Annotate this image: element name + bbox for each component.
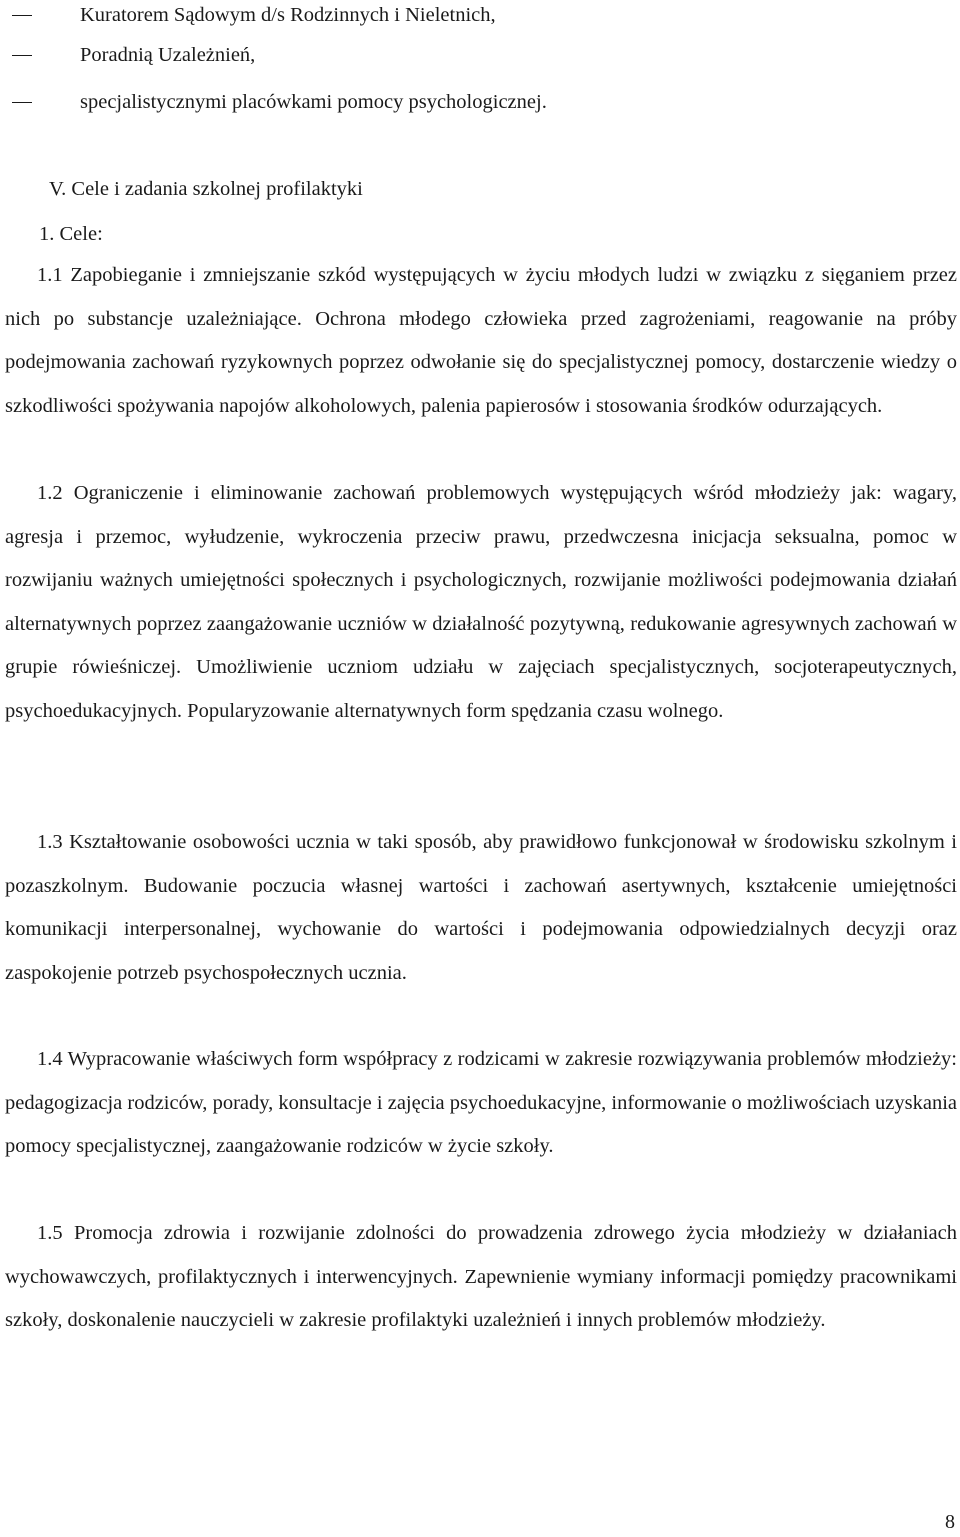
paragraph-text: 1.5 Promocja zdrowia i rozwijanie zdolności do prowadzenia zdrowego życia młodzieży w działaniach wychowawczych, profilaktycznych i interwencyjnych. Zapewnienie wymiany informacji pomiędzy pracownikami szkoły, doskonalenie nauczycieli w zakresie profilaktyki uzależnień i innych problemów młodzieży.	[5, 1222, 957, 1332]
paragraph-text: 1.1 Zapobieganie i zmniejszanie szkód występujących w życiu młodych ludzi w związku z sięganiem przez nich po substancje uzależniające. Ochrona młodego człowieka przed zagrożeniami, reagowanie na próby podejmowania zachowań ryzykownych poprzez odwołanie się do specjalistycznej pomocy, dostarczenie wiedzy o szkodliwości spożywania napojów alkoholowych, palenia papierosów i stosowania środków odurzających.	[5, 264, 957, 417]
dash-bullet	[12, 55, 32, 56]
section-subheading: 1. Cele:	[39, 223, 103, 245]
paragraph-text: 1.2 Ograniczenie i eliminowanie zachowań problemowych występujących wśród młodzieży jak: wagary, agresja i przemoc, wyłudzenie, wykroczenia przeciw prawu, przedwczesna inicjacja seksualna, pomoc w rozwijaniu ważnych umiejętności społecznych i psychologicznych, rozwijanie możliwości podejmowania działań alternatywnych poprzez zaangażowanie uczniów w działalność pozytywną, redukowanie agresywnych zachowań w grupie rówieśniczej. Umożliwienie uczniom udziału w zajęciach specjalistycznych, socjoterapeutycznych, psychoedukacyjnych. Popularyzowanie alternatywnych form spędzania czasu wolnego.	[5, 482, 957, 722]
paragraph-1-3	[5, 821, 957, 995]
dash-bullet	[12, 102, 32, 103]
paragraph-1-1	[5, 254, 957, 428]
paragraph-1-2	[5, 472, 957, 734]
dash-bullet	[12, 15, 32, 16]
paragraph-1-4	[5, 1038, 957, 1169]
list-item-text: specjalistycznymi placówkami pomocy psychologicznej.	[80, 91, 547, 113]
list-item-text: Kuratorem Sądowym d/s Rodzinnych i Nieletnich,	[80, 4, 496, 26]
page-number: 8	[945, 1511, 955, 1533]
paragraph-text: 1.4 Wypracowanie właściwych form współpracy z rodzicami w zakresie rozwiązywania problemów młodzieży: pedagogizacja rodziców, porady, konsultacje i zajęcia psychoedukacyjne, informowanie o możliwościach uzyskania pomocy specjalistycznej, zaangażowanie rodziców w życie szkoły.	[5, 1048, 957, 1158]
paragraph-text: 1.3 Kształtowanie osobowości ucznia w taki sposób, aby prawidłowo funkcjonował w środowisku szkolnym i pozaszkolnym. Budowanie poczucia własnej wartości i zachowań asertywnych, kształcenie umiejętności komunikacji interpersonalnej, wychowanie do wartości i podejmowania odpowiedzialnych decyzji oraz zaspokojenie potrzeb psychospołecznych ucznia.	[5, 831, 957, 984]
list-item-text: Poradnią Uzależnień,	[80, 44, 256, 66]
paragraph-1-5	[5, 1212, 957, 1343]
section-heading: V. Cele i zadania szkolnej profilaktyki	[49, 178, 363, 200]
